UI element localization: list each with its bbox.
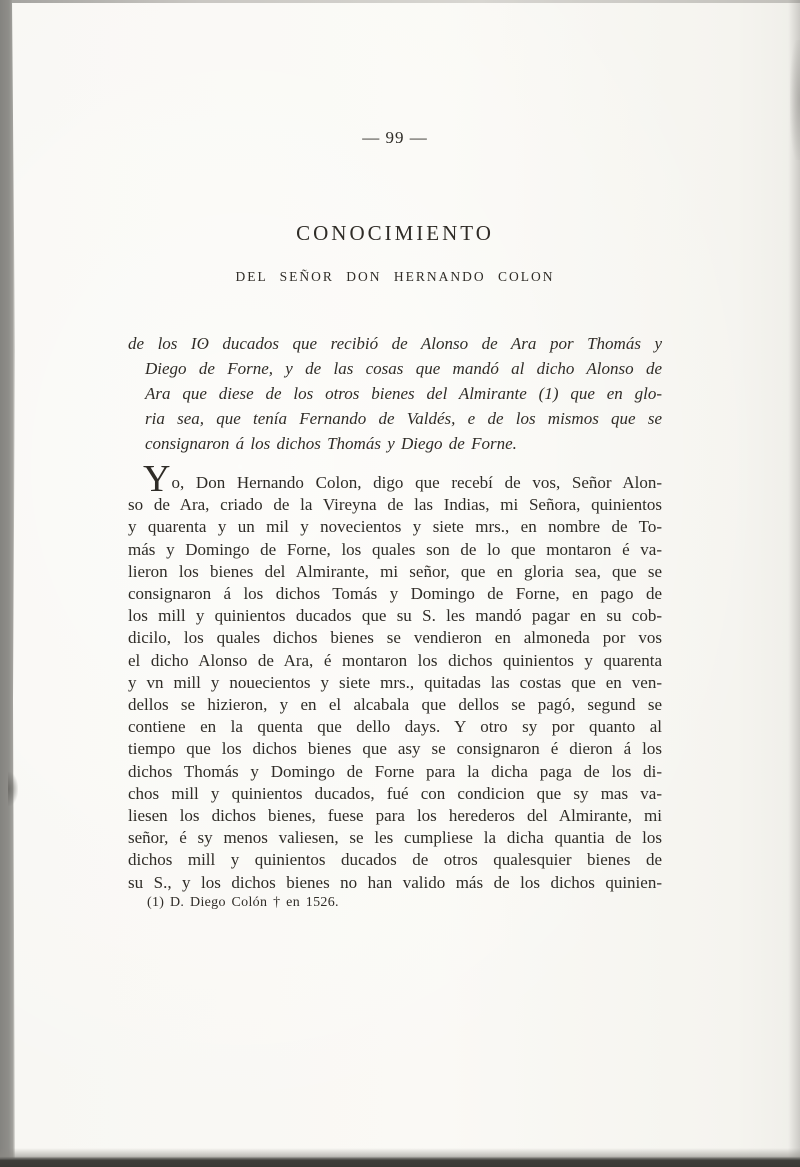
scan-bottom-edge <box>0 1148 800 1167</box>
text-line: lieron los bienes del Almirante, mi señor, que en gloria sea, que se <box>128 561 662 581</box>
document-subtitle: DEL SEÑOR DON HERNANDO COLON <box>235 269 555 284</box>
document-title: CONOCIMIENTO <box>296 221 494 245</box>
body-lines <box>128 494 662 894</box>
text-line: liesen los dichos bienes, fuese para los herederos del Almirante, mi <box>128 806 662 826</box>
text-line: dichos Thomás y Domingo de Forne para la dicha paga de los di- <box>128 761 662 781</box>
footnote: (1) D. Diego Colón † en 1526. <box>147 895 339 910</box>
body-paragraph <box>128 458 662 894</box>
body-first-line <box>128 458 662 500</box>
page-number: — 99 — <box>362 128 428 147</box>
text-line: más y Domingo de Forne, los quales son de lo que montaron é va- <box>128 539 662 559</box>
body-first-line-text: o, Don Hernando Colon, digo que recebí de vos, Señor Alon- <box>171 473 662 492</box>
drop-cap-initial: Y <box>143 458 172 500</box>
scan-top-edge <box>0 0 800 3</box>
summary-paragraph-italic <box>128 331 662 456</box>
text-line: su S., y los dichos bienes no han valido más de los dichos quinien- <box>128 872 662 892</box>
text-line: Diego de Forne, y de las cosas que mandó al dicho Alonso de <box>145 359 662 378</box>
text-line: ria sea, que tenía Fernando de Valdés, e de los mismos que se <box>145 409 662 428</box>
text-line: consignaron á los dichos Thomás y Diego de Forne. <box>145 434 517 453</box>
text-line: dicilo, los quales dichos bienes se vendieron en almoneda por vos <box>128 628 662 648</box>
scan-corner-smudge <box>790 40 800 160</box>
text-line: consignaron á los dichos Tomás y Domingo de Forne, en pago de <box>128 584 662 603</box>
text-line: dichos mill y quinientos ducados de otros qualesquier bienes de <box>128 850 662 870</box>
text-line: el dicho Alonso de Ara, é montaron los dichos quinientos y quarenta <box>128 650 662 670</box>
text-line: y quarenta y un mil y novecientos y siete mrs., en nombre de To- <box>128 517 662 537</box>
scan-left-edge-notch <box>8 772 18 806</box>
text-line: dellos se hizieron, y en el alcabala que dellos se pagó, segund se <box>128 695 662 715</box>
text-line: so de Ara, criado de la Vireyna de las Indias, mi Señora, quinientos <box>128 495 662 515</box>
text-line: chos mill y quinientos ducados, fué con condicion que sy mas va- <box>128 783 662 803</box>
text-line: contiene en la quenta que dello days. Y otro sy por quanto al <box>128 717 662 737</box>
text-line: y vn mill y nouecientos y siete mrs., quitadas las costas que en ven- <box>128 672 662 692</box>
text-line: de los Iʘ ducados que recibió de Alonso de Ara por Thomás y <box>128 334 662 353</box>
text-line: Ara que diese de los otros bienes del Almirante (1) que en glo- <box>145 384 662 403</box>
text-line: tiempo que los dichos bienes que asy se consignaron é dieron á los <box>128 739 662 759</box>
scan-right-edge <box>788 0 800 1167</box>
text-line: los mill y quinientos ducados que su S. les mandó pagar en su cob- <box>128 606 662 626</box>
text-line: señor, é sy menos valiesen, se les cumpliese la dicha quantia de los <box>128 828 662 848</box>
scan-left-edge <box>0 0 16 1167</box>
